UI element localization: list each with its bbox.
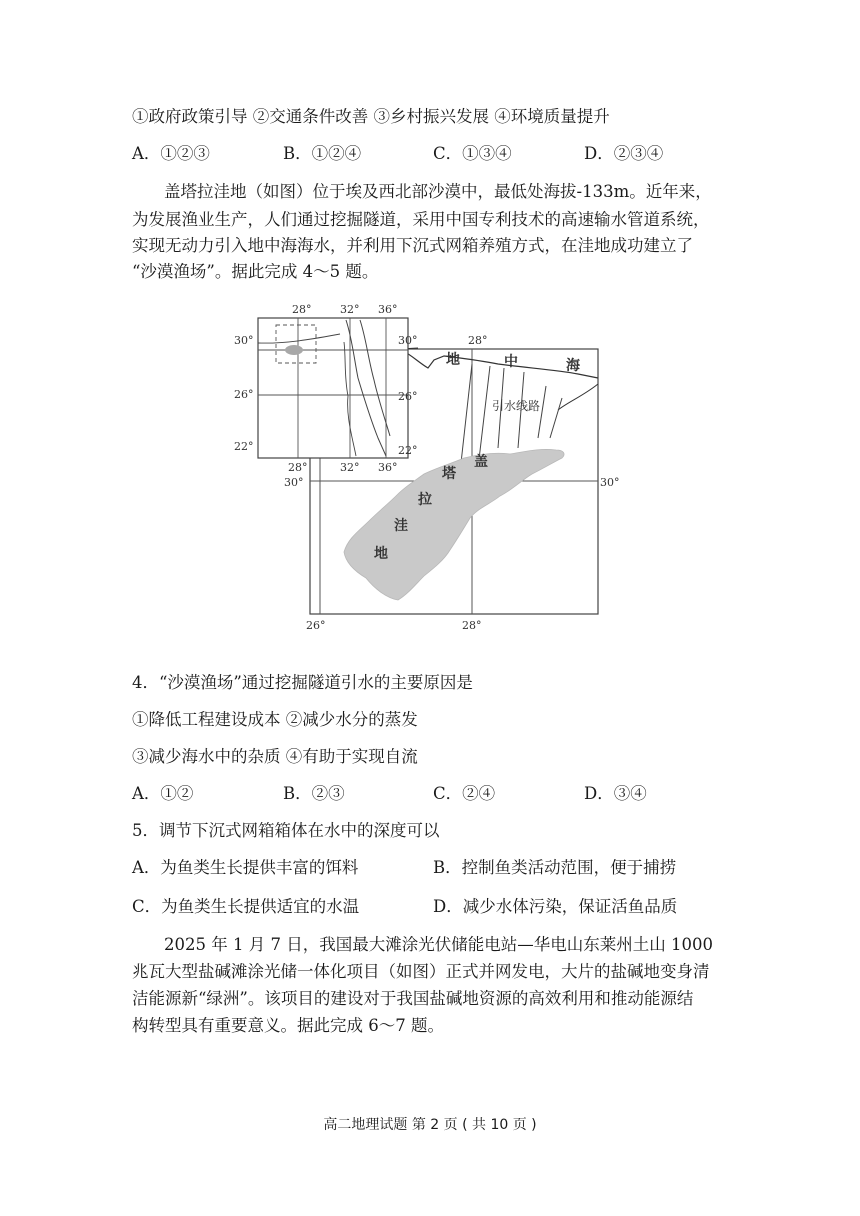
q4-option-c: C．②④ (433, 784, 496, 803)
inset-right-label-30: 30° (398, 334, 418, 347)
passage1-line-3: 实现无动力引入地中海海水，并利用下沉式网箱养殖方式，在洼地成功建立了 (132, 236, 693, 255)
page-footer: 高二地理试题 第 2 页 ( 共 10 页 ) (323, 1117, 537, 1133)
inset-left-label-30: 30° (234, 334, 254, 347)
sea-char-3: 海 (566, 358, 580, 374)
coastline-east (558, 384, 598, 410)
depression-char-4: 洼 (394, 518, 408, 534)
q3-option-c: C．①③④ (433, 144, 512, 163)
inset-depression (285, 345, 303, 355)
inset-map-frame (258, 318, 408, 458)
inset-right-label-22: 22° (398, 444, 418, 457)
q4-stem: 4．“沙漠渔场”通过挖掘隧道引水的主要原因是 (132, 673, 473, 692)
inset-bottom-label-32: 32° (340, 461, 360, 474)
passage1-line-2: 为发展渔业生产，人们通过挖掘隧道，采用中国专利技术的高速输水管道系统， (132, 210, 710, 229)
inset-left-label-26: 26° (234, 388, 254, 401)
inset-top-label-32: 32° (340, 303, 360, 316)
depression-char-3: 拉 (418, 492, 432, 508)
qattara-depression-map (228, 298, 620, 634)
inset-bottom-label-36: 36° (378, 461, 398, 474)
passage2-line-2: 兆瓦大型盐碱滩涂光储一体化项目（如图）正式并网发电，大片的盐碱地变身清 (132, 962, 710, 981)
q3-option-a: A．①②③ (132, 144, 210, 163)
inset-top-label-36: 36° (378, 303, 398, 316)
passage2-line-3: 洁能源新“绿洲”。该项目的建设对于我国盐碱地资源的高效利用和推动能源结 (132, 989, 694, 1008)
inset-top-label-28: 28° (292, 303, 312, 316)
main-bottom-label-28: 28° (462, 619, 482, 632)
depression-char-5: 地 (374, 546, 388, 562)
q3-option-d: D．②③④ (584, 144, 664, 163)
q4-option-a: A．①② (132, 784, 194, 803)
sea-char-2: 中 (504, 354, 518, 370)
q5-option-b: B．控制鱼类活动范围，便于捕捞 (433, 858, 677, 877)
passage1-line-1: 盖塔拉洼地（如图）位于埃及西北部沙漠中，最低处海拔-133m。近年来， (164, 182, 712, 201)
inset-left-label-22: 22° (234, 440, 254, 453)
main-right-label-30: 30° (600, 476, 620, 489)
inset-right-label-26: 26° (398, 390, 418, 403)
q3-option-b: B．①②④ (283, 144, 362, 163)
depression-char-1: 盖 (474, 454, 488, 470)
q5-option-a: A．为鱼类生长提供丰富的饵料 (132, 858, 359, 877)
q5-option-d: D．减少水体污染，保证活鱼品质 (433, 897, 678, 916)
inset-bottom-label-28: 28° (288, 461, 308, 474)
main-top-label-28: 28° (468, 334, 488, 347)
main-bottom-label-26: 26° (306, 619, 326, 632)
q5-stem: 5．调节下沉式网箱箱体在水中的深度可以 (132, 821, 440, 840)
main-left-label-30: 30° (284, 476, 304, 489)
q4-statements-line-1: ①降低工程建设成本 ②减少水分的蒸发 (132, 710, 418, 729)
q4-option-d: D．③④ (584, 784, 647, 803)
q4-option-b: B．②③ (283, 784, 345, 803)
depression-char-2: 塔 (442, 466, 456, 482)
passage1-line-4: “沙漠渔场”。据此完成 4～5 题。 (132, 262, 379, 281)
sea-char-1: 地 (446, 352, 460, 368)
q3-statements: ①政府政策引导 ②交通条件改善 ③乡村振兴发展 ④环境质量提升 (132, 107, 610, 126)
q5-option-c: C．为鱼类生长提供适宜的水温 (132, 897, 360, 916)
q4-statements-line-2: ③减少海水中的杂质 ④有助于实现自流 (132, 747, 418, 766)
passage2-line-1: 2025 年 1 月 7 日，我国最大滩涂光伏储能电站—华电山东莱州土山 1000 (164, 935, 713, 954)
route-label: 引水线路 (492, 399, 541, 413)
passage2-line-4: 构转型具有重要意义。据此完成 6～7 题。 (132, 1016, 444, 1035)
